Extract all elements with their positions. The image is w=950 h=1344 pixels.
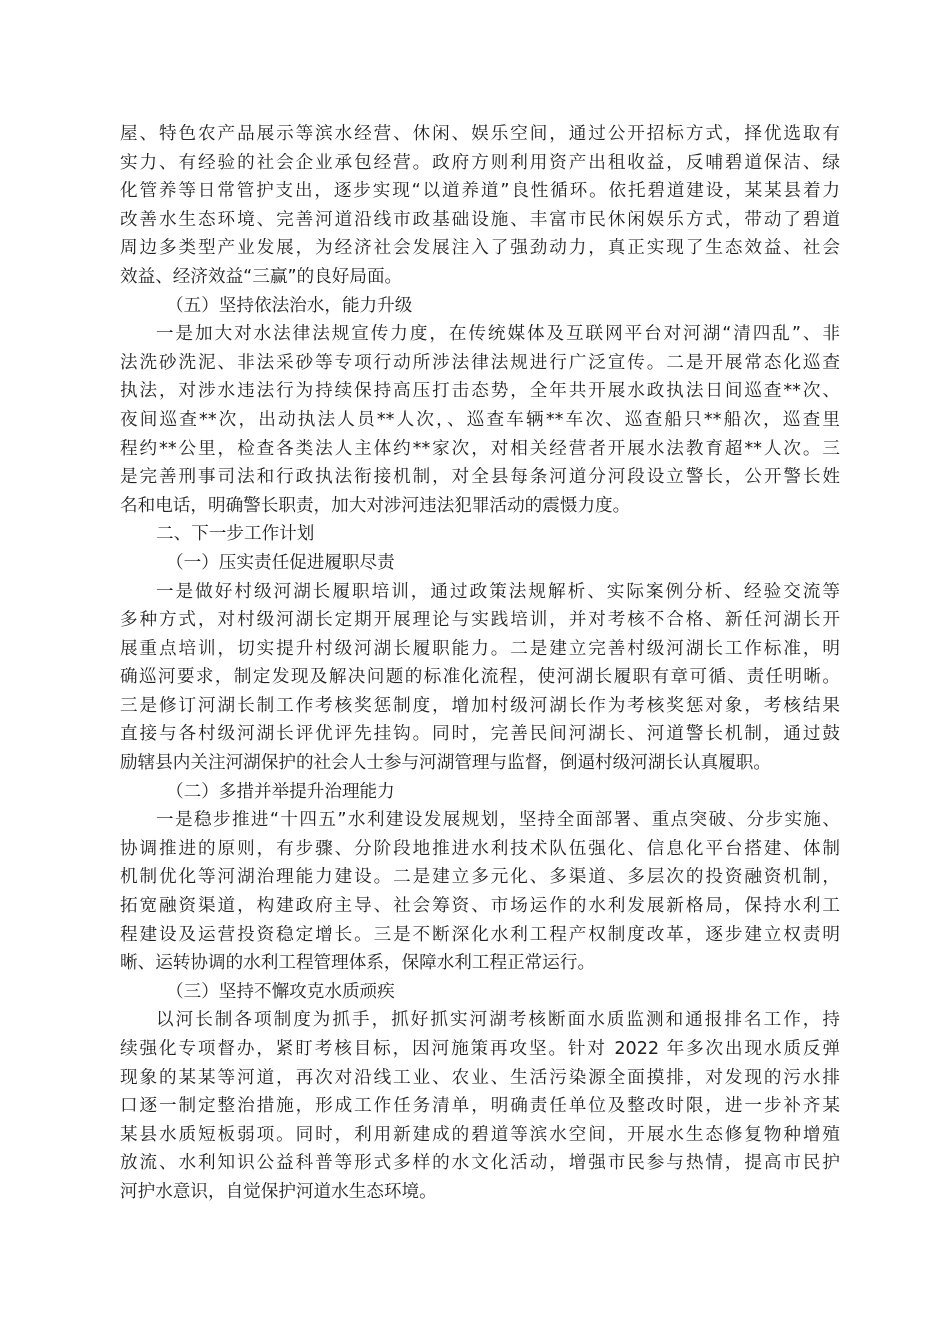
text-line: 程建设及运营投资稳定增长。三是不断深化水利工程产权制度改革，逐步建立权责明 bbox=[120, 924, 840, 945]
paragraph-water-quality bbox=[120, 1006, 840, 1206]
text-line: 改善水生态环境、完善河道沿线市政基础设施、丰富市民休闲娱乐方式，带动了碧道 bbox=[120, 209, 840, 230]
text-line: 续强化专项督办，紧盯考核目标，因河施策再攻坚。针对 2022 年多次出现水质反弹 bbox=[120, 1039, 840, 1059]
text-line: 多种方式，对村级河湖长定期开展理论与实践培训，并对考核不合格、新任河湖长开 bbox=[120, 610, 840, 631]
text-line: 确巡河要求，制定发现及解决问题的标准化流程，使河湖长履职有章可循、责任明晰。 bbox=[120, 667, 840, 688]
subheading-text: （三）坚持不懈攻克水质顽疾 bbox=[166, 981, 395, 1002]
text-line: 直接与各村级河湖长评优评先挂钩。同时，完善民间河湖长、河道警长机制，通过鼓 bbox=[120, 724, 840, 745]
text-line: 实力、有经验的社会企业承包经营。政府方则利用资产出租收益，反哺碧道保洁、绿 bbox=[120, 152, 840, 173]
text-line: 励辖县内关注河湖保护的社会人士参与河湖管理与监督，倒逼村级河湖长认真履职。 bbox=[120, 753, 771, 774]
subheading-rule-of-law bbox=[120, 292, 840, 321]
text-line: 一是做好村级河湖长履职培训，通过政策法规解析、实际案例分析、经验交流等 bbox=[156, 581, 840, 602]
text-line: 协调推进的原则，有步骤、分阶段地推进水利技术队伍强化、信息化平台搭建、体制 bbox=[120, 838, 840, 859]
text-line: 拓宽融资渠道，构建政府主导、社会筹资、市场运作的水利发展新格局，保持水利工 bbox=[120, 896, 840, 917]
subheading-responsibility bbox=[120, 549, 840, 578]
subheading-water-quality bbox=[120, 978, 840, 1007]
text-line: 执法，对涉水违法行为持续保持高压打击态势，全年共开展水政执法日间巡查**次、 bbox=[120, 381, 840, 402]
paragraph-training bbox=[120, 578, 840, 778]
subheading-text: （五）坚持依法治水，能力升级 bbox=[166, 295, 413, 316]
text-line: 放流、水利知识公益科普等形式多样的水文化活动，增强市民参与热情，提高市民护 bbox=[120, 1153, 840, 1174]
text-line: 是完善刑事司法和行政执法衔接机制，对全县每条河道分河段设立警长，公开警长姓 bbox=[120, 467, 840, 488]
paragraph-continued bbox=[120, 120, 840, 292]
text-line: 以河长制各项制度为抓手，抓好抓实河湖考核断面水质监测和通报排名工作，持 bbox=[156, 1010, 840, 1031]
text-line: 一是稳步推进“十四五”水利建设发展规划，坚持全面部署、重点突破、分步实施、 bbox=[156, 810, 840, 831]
text-line: 周边多类型产业发展，为经济社会发展注入了强劲动力，真正实现了生态效益、社会 bbox=[120, 238, 840, 259]
subheading-governance bbox=[120, 778, 840, 807]
text-line: 晰、运转协调的水利工程管理体系，保障水利工程正常运行。 bbox=[120, 953, 596, 974]
text-line: 现象的某某等河道，再次对沿线工业、农业、生活污染源全面摸排，对发现的污水排 bbox=[120, 1067, 840, 1088]
paragraph-planning bbox=[120, 806, 840, 978]
text-line: 法洗砂洗泥、非法采砂等专项行动所涉法律法规进行广泛宣传。二是开展常态化巡查 bbox=[120, 352, 840, 373]
subheading-text: （二）多措并举提升治理能力 bbox=[166, 781, 395, 802]
text-line: 化管养等日常管护支出，逐步实现“以道养道”良性循环。依托碧道建设，某某县着力 bbox=[120, 181, 840, 202]
paragraph-law-enforcement bbox=[120, 320, 840, 520]
text-line: 机制优化等河湖治理能力建设。二是建立多元化、多渠道、多层次的投资融资机制， bbox=[120, 867, 840, 888]
subheading-text: （一）压实责任促进履职尽责 bbox=[166, 552, 395, 573]
section-heading-text: 二、下一步工作计划 bbox=[156, 524, 315, 545]
text-line: 屋、特色农产品展示等滨水经营、休闲、娱乐空间，通过公开招标方式，择优选取有 bbox=[120, 124, 840, 144]
text-line: 名和电话，明确警长职责，加大对涉河违法犯罪活动的震慑力度。 bbox=[120, 495, 631, 516]
text-line: 展重点培训，切实提升村级河湖长履职能力。二是建立完善村级河湖长工作标准，明 bbox=[120, 638, 840, 659]
section-heading-next-plan bbox=[120, 520, 840, 549]
text-line: 程约**公里，检查各类法人主体约**家次，对相关经营者开展水法教育超**人次。三 bbox=[120, 438, 840, 459]
text-line: 口逐一制定整治措施，形成工作任务清单，明确责任单位及整改时限，进一步补齐某 bbox=[120, 1096, 840, 1117]
text-line: 一是加大对水法律法规宣传力度，在传统媒体及互联网平台对河湖“清四乱”、非 bbox=[156, 324, 840, 345]
text-line: 效益、经济效益“三赢”的良好局面。 bbox=[120, 266, 403, 287]
document-page bbox=[120, 120, 840, 1207]
text-line: 三是修订河湖长制工作考核奖惩制度，增加村级河湖长作为考核奖惩对象，考核结果 bbox=[120, 695, 840, 716]
text-line: 某县水质短板弱项。同时，利用新建成的碧道等滨水空间，开展水生态修复物种增殖 bbox=[120, 1124, 840, 1145]
text-line: 夜间巡查**次，出动执法人员**人次，、巡查车辆**车次、巡查船只**船次，巡查里 bbox=[120, 409, 840, 430]
text-line: 河护水意识，自觉保护河道水生态环境。 bbox=[120, 1181, 437, 1202]
